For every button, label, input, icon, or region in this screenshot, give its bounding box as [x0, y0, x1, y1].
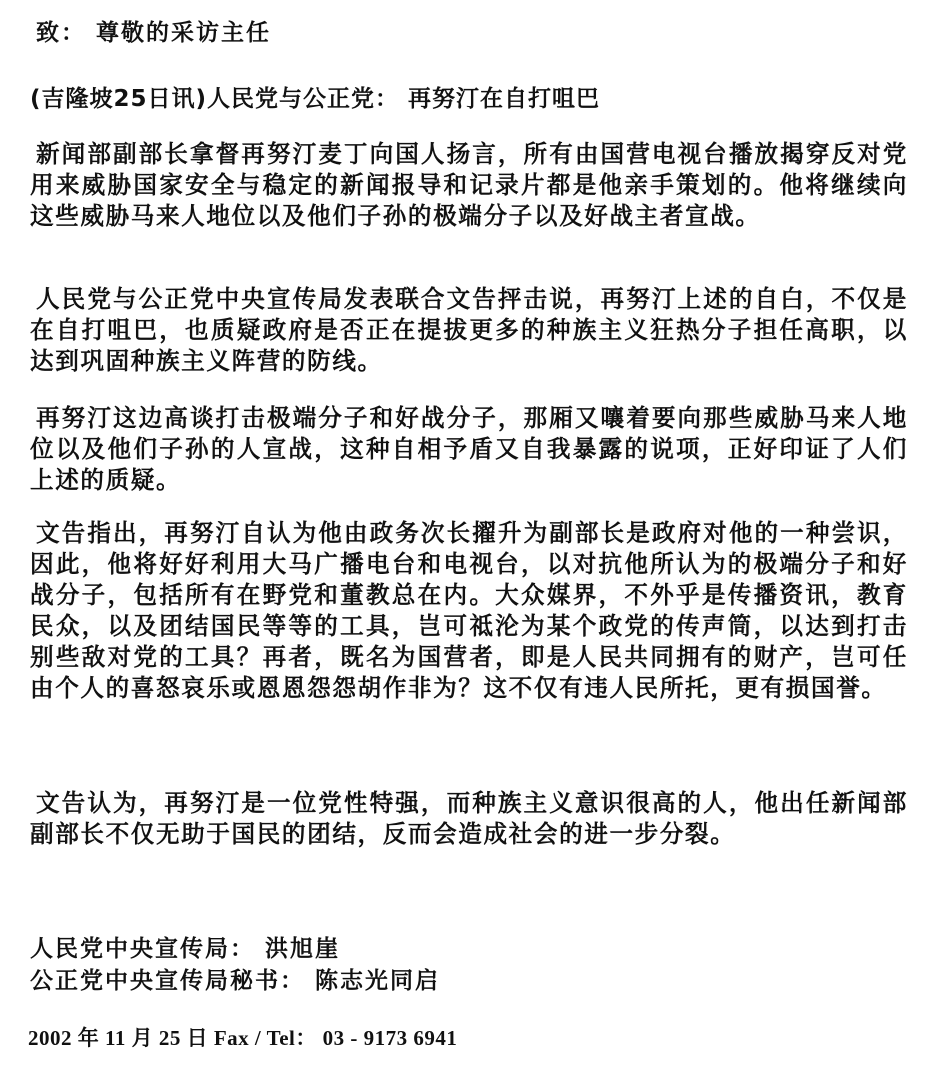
- paragraph-5: 文告认为，再努汀是一位党性特强，而种族主义意识很高的人，他出任新闻部副部长不仅无助于国民的团结，反而会造成社会的进一步分裂。: [30, 789, 908, 848]
- salutation: 致： 尊敬的采访主任: [36, 20, 272, 46]
- signature-keadilan: 公正党中央宣传局秘书： 陈志光同启: [30, 968, 441, 994]
- signature-prm: 人民党中央宣传局： 洪旭崖: [30, 936, 341, 962]
- paragraph-1: 新闻部副部长拿督再努汀麦丁向国人扬言，所有由国营电视台播放揭穿反对党用来威胁国家安全与稳定的新闻报导和记录片都是他亲手策划的。他将继续向这些威胁马来人地位以及他们子孙的极端分子以及好战主者宣战。: [30, 140, 908, 230]
- date-contact-footer: 2002 年 11 月 25 日 Fax / Tel： 03 - 9173 6941: [28, 1026, 458, 1050]
- paragraph-4: 文告指出，再努汀自认为他由政务次长擢升为副部长是政府对他的一种尝识，因此，他将好好利用大马广播电台和电视台，以对抗他所认为的极端分子和好战分子，包括所有在野党和董教总在内。大众媒界，不外乎是传播资讯，教育民众，以及团结国民等等的工具，岂可祗沦为某个政党的传声筒，以达到打击别些敌对党的工具？再者，既名为国营者，即是人民共同拥有的财产，岂可任由个人的喜怒哀乐或恩恩怨怨胡作非为？这不仅有违人民所托，更有损国誉。: [30, 519, 908, 702]
- headline: (吉隆坡25日讯)人民党与公正党： 再努汀在自打咀巴: [30, 86, 601, 112]
- paragraph-2: 人民党与公正党中央宣传局发表联合文告抨击说，再努汀上述的自白，不仅是在自打咀巴，也质疑政府是否正在提拔更多的种族主义狂热分子担任高职，以达到巩固种族主义阵营的防线。: [30, 285, 908, 375]
- paragraph-3: 再努汀这边高谈打击极端分子和好战分子，那厢又嚷着要向那些威胁马来人地位以及他们子孙的人宣战，这种自相予盾又自我暴露的说项，正好印证了人们上述的质疑。: [30, 404, 908, 494]
